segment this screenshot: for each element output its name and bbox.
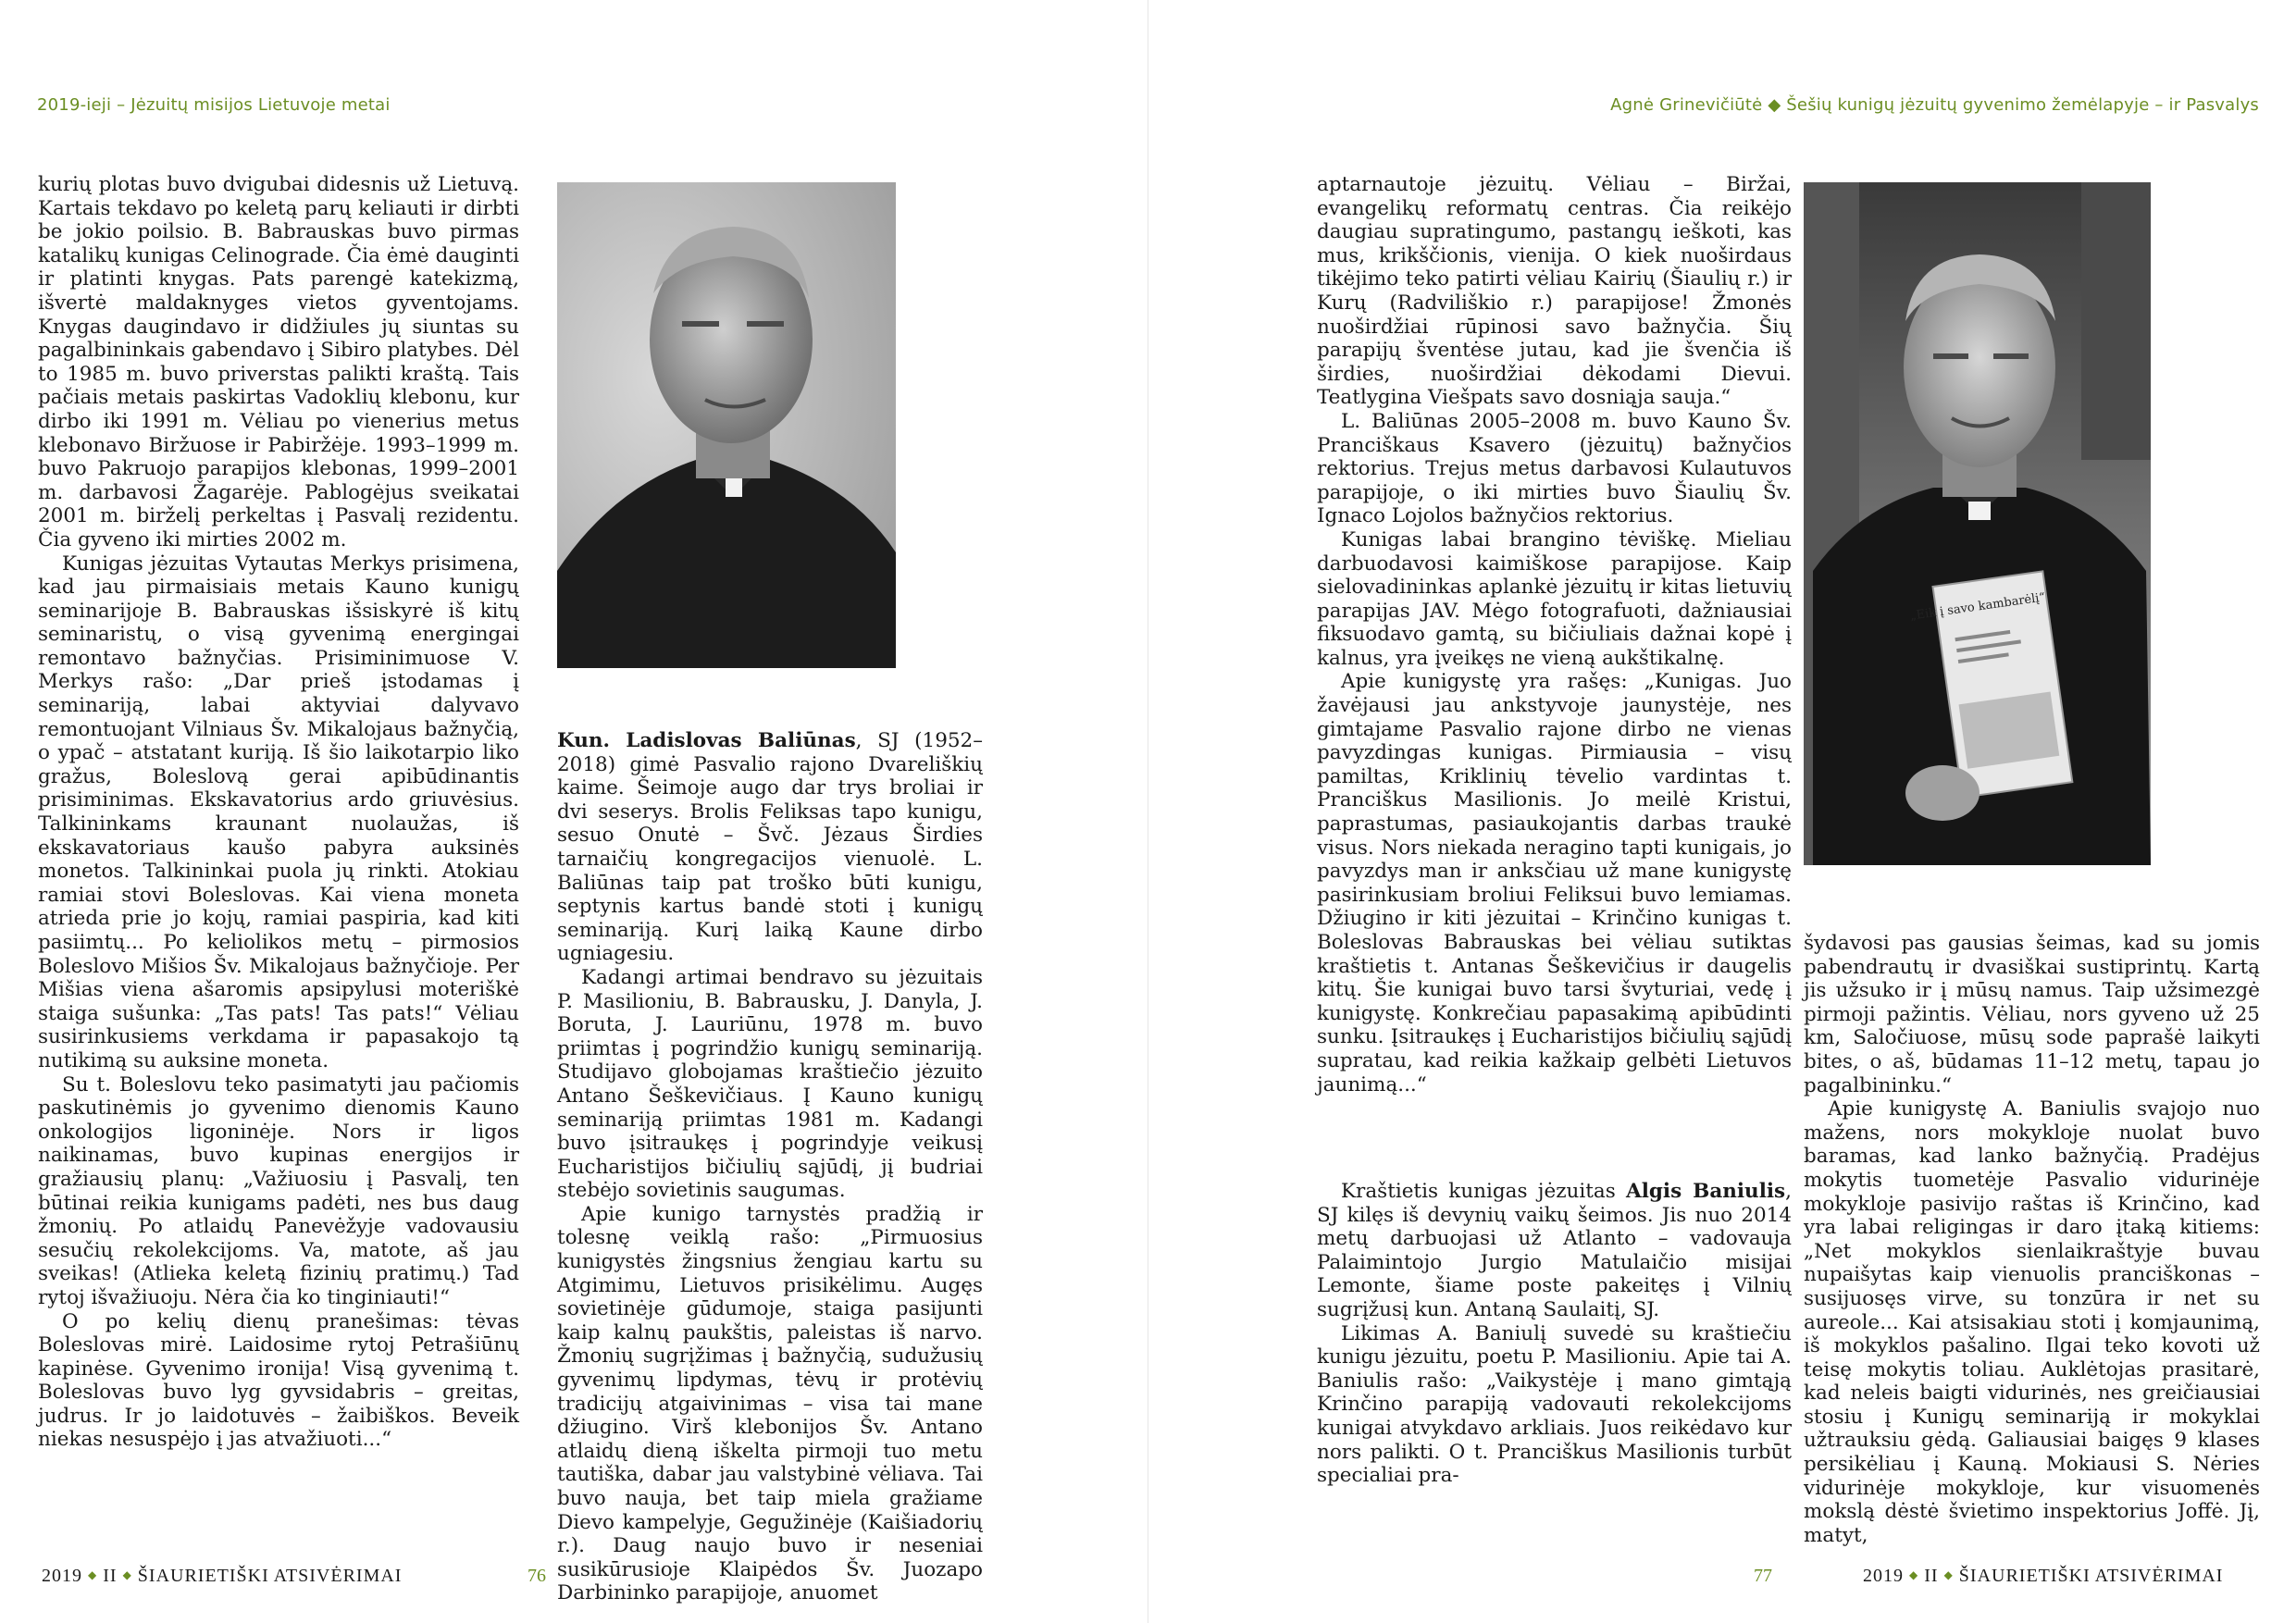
page-number-right: 77 (1754, 1566, 1772, 1586)
right-column-1 (1317, 173, 1792, 1096)
paragraph: Kunigas jėzuitas Vytautas Merkys prisimena, kad jau pirmaisiais metais Kauno kunigų seminarijoje B. Babrauskas išsiskyrė iš kitų seminaristų, o visą gyvenimą energingai remontavo bažnyčias. Prisiminimuose V. Merkys rašo: „Dar prieš įstodamas į seminariją, labai aktyviai dalyvavo remontuojant Vilniaus Šv. Mikalojaus bažnyčią, o ypač – atstatant kuriją. Iš šio laikotarpio liko gražus, Boleslovą gerai apibūdinantis prisiminimas. Ekskavatorius ardo griuvėsius. Talkininkams kraunant nuolaužas, iš ekskavatoriaus kaušo pabyra auksinės monetos. Talkininkai puola jų rinkti. Atokiau ramiai stovi Boleslovas. Kai viena moneta atrieda prie jo kojų, ramiai paspiria, kad kiti pasiimtų... Po keliolikos metų – pirmosios Boleslovo Mišios Šv. Mikalojaus bažnyčioje. Per Mišias viena ašaromis apsipylusi moteriškė staiga sušunka: „Tas pats! Tas pats!“ Vėliau susirinkusiems verkdama ir papasakojo tą nutikimą su auksine moneta. (38, 551, 519, 1072)
diamond-icon: ◆ (1943, 1568, 1954, 1581)
footer-issue: II (1924, 1566, 1939, 1586)
footer-right (1863, 1566, 2223, 1587)
footer-year: 2019 (1863, 1566, 1904, 1586)
running-head-left: 2019-ieji – Jėzuitų misijos Lietuvoje metai (37, 95, 391, 115)
paragraph: Kraštietis kunigas jėzuitas (1341, 1180, 1627, 1203)
footer-issue: II (103, 1566, 118, 1586)
diamond-icon: ◆ (88, 1568, 98, 1581)
paragraph: aptarnautoje jėzuitų. Vėliau – Biržai, evangelikų reformatų centras. Čia reikėjo daugiau supratingumo, pastangų ieškoti, kas mus, krikščionis, vienija. O kiek nuoširdaus tikėjimo teko patirti vėliau Kairių (Šiaulių r.) ir Kurų (Radviliškio r.) parapijose! Žmonės nuoširdžiai rūpinosi savo bažnyčia. Šių parapijų šventėse jutau, kad jie švenčia iš širdies, nuoširdžiai dėkodami Dievui. Teatlygina Viešpats savo dosniąja sauja.“ (1317, 173, 1792, 410)
paragraph: Apie kunigystę yra rašęs: „Kunigas. Juo žavėjausi jau ankstyvoje jaunystėje, nes gimtajame Pasvalio rajone dirbo ne vienas pavyzdingas kunigas. Pirmiausia – visų pamiltas, Kriklinių tėvelio vardintas t. Pranciškus Masilionis. Jo meilė Kristui, paprastumas, pasiaukojantis darbas traukė visus. Nors niekada neraginо tapti kunigais, jo pavyzdys man ir anksčiau už mane kunigystę pasirinkusiam broliui Feliksui buvo lemiamas. Džiugino ir kiti jėzuitai – Krinčino kunigas t. Boleslovas Babrauskas bei vėliau sutiktas kraštietis t. Antanas Šeškevičius ir daugelis kitų. Šie kunigai buvo tarsi švyturiai, vedę į kunigystę. Konkrečiau papasakimą apibūdinti sunku. Įsitraukęs į Eucharistijos bičiulių sąjūdį supratau, kad reikia kažkaip gelbėti Lietuvos jaunimą...“ (1317, 670, 1792, 1096)
paragraph: Kunigas labai brangino tėviškę. Mieliau darbuodavosi kaimiškose parapijose. Kaip sielovadininkas aplankė jėzuitų ir kitas lietuvių parapijas JAV. Mėgo fotografuoti, dažniausiai fiksuodavo gamtą, su bičiuliais dažnai kopė į kalnus, yra įveikęs ne vieną aukštikalnę. (1317, 527, 1792, 670)
footer-journal-title: ŠIAURIETIŠKI ATSIVĖRIMAI (137, 1566, 403, 1586)
paragraph: , SJ kilęs iš devynių vaikų šeimos. Jis nuo 2014 metų darbuojasi už Atlanto – vadovauja Palaimintojo Jurgio Matulaičio misijai Lemonte, šiame poste pakeitęs į Vilnių sugrįžusį kun. Antaną Saulaitį, SJ. (1317, 1180, 1792, 1321)
person-name: Algis Baniulis (1626, 1180, 1786, 1203)
page-number-left: 76 (527, 1566, 546, 1586)
person-name: Kun. Ladislovas Baliūnas (557, 729, 856, 752)
right-column-1b (1317, 1180, 1792, 1488)
paragraph: O po kelių dienų pranešimas: tėvas Boleslovas mirė. Laidosime rytoj Petrašiūnų kapinėse. Gyvenimo ironija! Visą gyvenimą t. Boleslovas buvo lyg gyvsidabris – greitas, judrus. Ir jo laidotuvės – žaibiškos. Beveik niekas nesuspėjo į jas atvažiuoti...“ (38, 1309, 519, 1452)
right-column-2 (1804, 932, 2260, 1547)
footer-journal-title: ŠIAURIETIŠKI ATSIVĖRIMAI (1958, 1566, 2224, 1586)
paragraph: L. Baliūnas 2005–2008 m. buvo Kauno Šv. Pranciškaus Ksavero (jėzuitų) bažnyčios rektorius. Trejus metus darbavosi Kulautuvos parapijoje, o iki mirties buvo Šiaulių Šv. Ignaco Lojolos bažnyčios rektorius. (1317, 409, 1792, 528)
running-head-right: Agnė Grinevičiūtė ◆ Šešių kunigų jėzuitų gyvenimo žemėlapyje – ir Pasvalys (1610, 95, 2259, 115)
footer-left (42, 1566, 402, 1587)
left-column-1 (38, 173, 519, 1452)
biography-intro (1317, 1180, 1792, 1322)
diamond-icon: ◆ (122, 1568, 132, 1581)
right-page (1148, 0, 2296, 1623)
left-column-2 (557, 729, 983, 1605)
paragraph: Apie kunigo tarnystės pradžią ir tolesnę veiklą rašo: „Pirmuosius kunigystės žingsnius žengiau kartu su Atgimimu, Lietuvos prisikėlimu. Augęs sovietinėje gūdumoje, staiga pasijunti kaip kalnų paukštis, paleistas iš narvo. Žmonių sugrįžimas į bažnyčią, sudužusių gyvenimų lipdymas, tėvų ir protėvių tradicijų atgaivinimas – visa tai mane džiugino. Virš klebonijos Šv. Antano atlaidų dieną iškelta pirmoji tuo metu tautiška, dabar jau valstybinė vėliava. Tai buvo nauja, bet taip miela gražiame Dievo kampelyje, Gegužinėje (Kaišiadorių r.). Daug naujo buvo ir neseniai susikūrusioje Klaipėdos Šv. Juozapo Darbininko parapijoje, anuomet (557, 1202, 983, 1605)
paragraph: Kadangi artimai bendravo su jėzuitais P. Masilioniu, B. Babrausku, J. Danyla, J. Boruta, J. Lauriūnu, 1978 m. buvo priimtas į pogrindžio kunigų seminariją. Studijavo globojamas kraštiečio jėzuito Antano Šeškevičiaus. Į Kauno kunigų seminariją priimtas 1981 m. Kadangi buvo įsitraukęs į pogrindyje veikusį Eucharistijos bičiulių sąjūdį, jį budriai stebėjo sovietinis saugumas. (557, 965, 983, 1203)
paragraph: šydavosi pas gausias šeimas, kad su jomis pabendrautų ir dvasiškai sustiprintų. Kartą jis užsuko ir į mūsų namus. Taip užsimezgė pirmoji pažintis. Vėliau, nors gyveno už 25 km, Saločiuose, mūsų sode paprašė laikyti bites, o aš, būdamas 11–12 metų, tapau jo pagalbininku.“ (1804, 932, 2260, 1097)
portrait-photo-baniulis (1804, 182, 2151, 865)
biography-intro (557, 729, 983, 966)
book-title: „Eik į savo kambarėlį“ (1909, 590, 2047, 624)
paragraph: kurių plotas buvo dvigubai didesnis už Lietuvą. Kartais tekdavo po keletą parų keliauti ir dirbti be jokio poilsio. B. Babrauskas buvo pirmas katalikų kunigas Celinograde. Čia ėmė dauginti ir platinti knygas. Pats parengė katekizmą, išvertė maldaknyges vietos gyventojams. Knygas daugindavo ir didžiules jų siuntas su pagalbininkais gabendavo į Sibiro platybes. Dėl to 1985 m. buvo priverstas palikti kraštą. Tais pačiais metais paskirtas Vadoklių klebonu, kur dirbo iki 1991 m. Vėliau po vienerius metus klebonavo Biržuose ir Pabiržėje. 1993–1999 m. buvo Pakruojo parapijos klebonas, 1999–2001 m. darbavosi Žagarėje. Pablogėjus sveikatai 2001 m. birželį perkeltas į Pasvalį rezidentu. Čia gyveno iki mirties 2002 m. (38, 173, 519, 551)
diamond-icon: ◆ (1909, 1568, 1919, 1581)
paragraph: Apie kunigystę A. Baniulis svajojo nuo mažens, nors mokykloje nuolat buvo baramas, kad lanko bažnyčią. Pradėjus mokytis tuometėje Pasvalio vidurinėje mokykloje pasivijo raštas iš Krinčino, kad yra labai religingas ir daro įtaką kitiems: „Net mokyklos sienlaikraštyje buvau nupaišytas kaip vienuolis pranciškonas – susijuosęs virve, su tonzūra ir net su aureole... Kai atsisakiau stoti į komjaunimą, iš mokyklos pašalino. Ilgai teko kovoti už teisę mokytis toliau. Auklėtojas prasitarė, kad neleis baigti vidurinės, nes greičiausiai stosiu į Kunigų seminariją ir mokyklai užtrauksiu gėdą. Galiausiai baigęs 9 klases persikėliau į Kauną. Mokiausi S. Nėries vidurinėje mokykloje, kur visuomenės mokslą dėstė švietimo inspektorius Joffė. Jį, matyt, (1804, 1097, 2260, 1547)
paragraph: Likimas A. Baniulį suvedė su kraštiečiu kunigu jėzuitu, poetu P. Masilioniu. Apie tai A. Baniulis rašo: „Vaikystėje į mano gimtąją Krinčino parapiją vadovauti rekolekcijoms kunigai atvykdavo arkliais. Juos reikėdavo kur nors palikti. O t. Pranciškus Masilionis turbūt specialiai pra- (1317, 1321, 1792, 1488)
paragraph: , SJ (1952–2018) gimė Pasvalio rajono Dvareliškių kaime. Šeimoje augo dar trys broliai ir dvi seserys. Brolis Feliksas tapo kunigu, sesuo Onutė – Švč. Jėzaus Širdies tarnaičių kongregacijos vienuolė. L. Baliūnas taip pat troško būti kunigu, septynis kartus bandė stoti į kunigų seminariją. Kurį laiką Kaune dirbo ugniagesiu. (557, 729, 983, 966)
paragraph: Su t. Boleslovu teko pasimatyti jau pačiomis paskutinėmis jo gyvenimo dienomis Kauno onkologijos ligoninėje. Nors ir ligos naikinamas, buvo kupinas energijos ir gražiausių planų: „Važiuosiu į Pasvalį, ten būtinai reikia kunigams padėti, nes bus daug žmonių. Po atlaidų Panevėžyje vadovausiu sesučių rekolekcijoms. Va, matote, aš jau sveikas! (Atlieka keletą fizinių pratimų.) Tad rytoj išvažiuoju. Nėra čia ko tinginiauti!“ (38, 1072, 519, 1309)
portrait-photo-baliunas (557, 182, 896, 668)
footer-year: 2019 (42, 1566, 82, 1586)
